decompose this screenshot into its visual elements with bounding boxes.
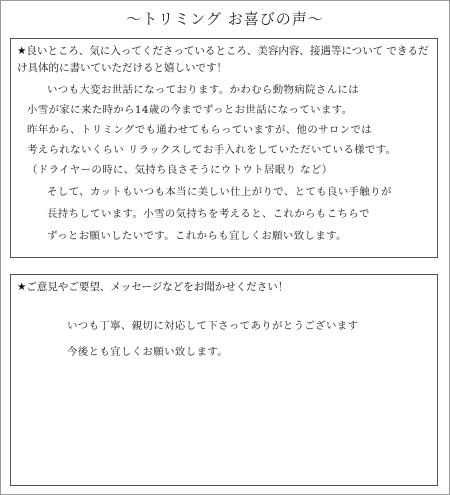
handwritten-line: 小雪が家に来た時から14歳の今までずっとお世話になっています。 [27, 104, 353, 116]
question-messages: ★ご意見やご要望、メッセージなどをお聞かせください！ [17, 281, 289, 293]
handwritten-line: 昨年から、トリミングでも通わせてもらっていますが、他のサロンでは [27, 124, 373, 136]
handwritten-line: いつも大変お世話になっております。かわむら動物病院さんには [47, 84, 360, 96]
handwritten-line: 考えられないくらい リラックスしてお手入れをしていただいている様です。 [27, 144, 397, 156]
question-good-points: ★良いところ、気に入ってくださっているところ、美容内容、接遇等について できるだけ具体的に書いていただけると嬉しいです！ [17, 45, 429, 74]
handwritten-line: そして、カットもいつも本当に美しい仕上がりで、とても良い手触りが [47, 186, 392, 198]
handwritten-line: 今後とも宜しくお願い致します。 [67, 346, 229, 358]
feedback-box-messages [10, 274, 438, 486]
handwritten-line: 長持ちしています。小雪の気持ちを考えると、これからもこちらで [47, 208, 370, 220]
handwritten-line: ずっとお願いしたいです。これからも宜しくお願い致します。 [47, 230, 347, 242]
page-title: 〜トリミング お喜びの声〜 [126, 10, 324, 28]
feedback-box-good-points [10, 38, 438, 258]
handwritten-line: いつも丁寧、親切に対応して下さってありがとうございます [67, 320, 359, 332]
handwritten-line: （ドライヤーの時に、気持ち良さそうにウトウト居眠り など） [27, 164, 333, 176]
